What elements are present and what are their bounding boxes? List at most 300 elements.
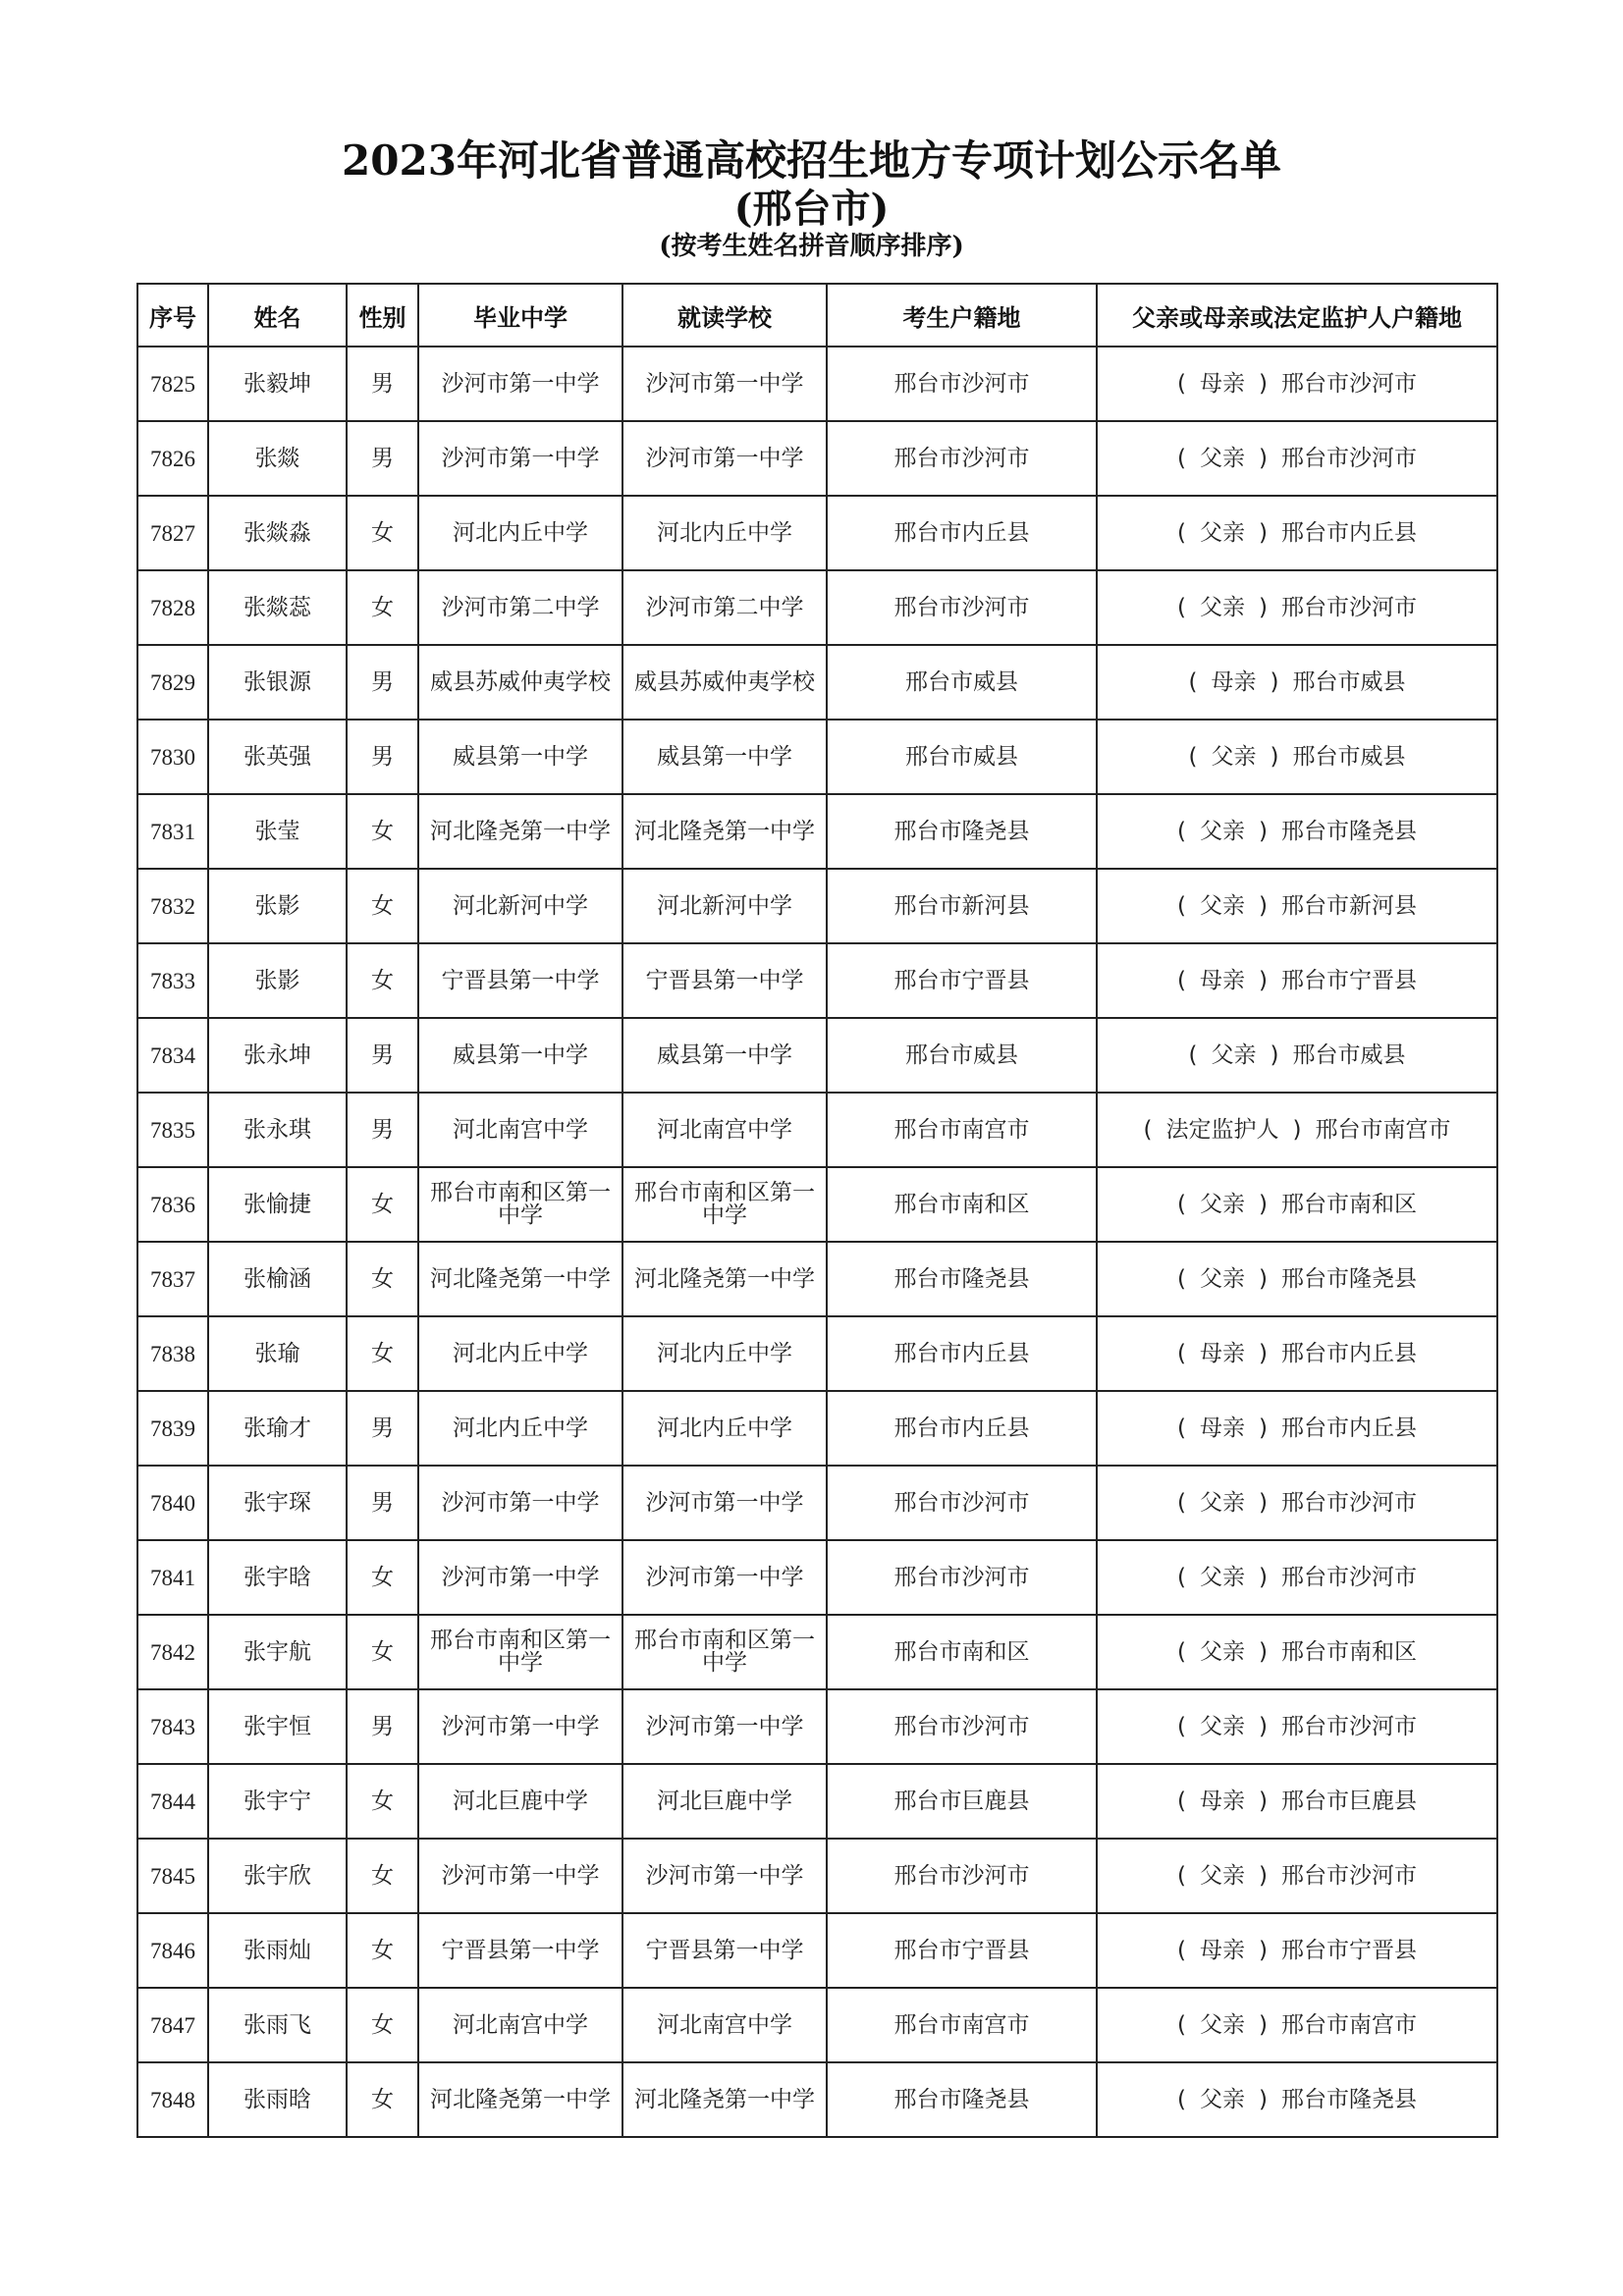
cell-no: 7838: [137, 1316, 208, 1391]
cell-household: 邢台市威县: [827, 645, 1097, 720]
cell-household: 邢台市沙河市: [827, 1689, 1097, 1764]
guardian-relation: 父亲: [1200, 2086, 1245, 2112]
guardian-relation: 父亲: [1200, 1862, 1245, 1889]
cell-gender: 男: [347, 421, 418, 496]
sort-note: (按考生姓名拼音顺序排序): [659, 232, 964, 261]
cell-no: 7841: [137, 1540, 208, 1615]
cell-grad-school: 威县第一中学: [418, 720, 622, 794]
cell-study-school: 邢台市南和区第一中学: [622, 1615, 827, 1689]
cell-name: 张宇晗: [208, 1540, 347, 1615]
guardian-relation: 父亲: [1200, 1638, 1245, 1665]
cell-grad-school: 宁晋县第一中学: [418, 1913, 622, 1988]
cell-no: 7829: [137, 645, 208, 720]
table-row: [137, 1242, 1497, 1316]
table-row: [137, 943, 1497, 1018]
cell-study-school: 河北隆尧第一中学: [622, 1242, 827, 1316]
guardian-relation: 父亲: [1211, 1041, 1257, 1068]
cell-no: 7828: [137, 570, 208, 645]
cell-study-school: 河北内丘中学: [622, 1316, 827, 1391]
col-header-gender: 性别: [347, 284, 418, 347]
cell-gender: 女: [347, 1839, 418, 1913]
cell-no: 7826: [137, 421, 208, 496]
open-paren: (: [1177, 2011, 1186, 2038]
cell-gender: 女: [347, 1988, 418, 2062]
close-paren: ): [1259, 1340, 1268, 1366]
table-row: [137, 1764, 1497, 1839]
guardian-relation: 父亲: [1200, 892, 1245, 919]
cell-household: 邢台市隆尧县: [827, 794, 1097, 869]
guardian-place: 邢台市隆尧县: [1280, 1265, 1417, 1292]
cell-no: 7835: [137, 1093, 208, 1167]
table-row: [137, 1689, 1497, 1764]
cell-gender: 女: [347, 570, 418, 645]
col-header-household: 考生户籍地: [827, 284, 1097, 347]
guardian-place: 邢台市隆尧县: [1280, 818, 1417, 844]
close-paren: ): [1259, 1489, 1268, 1516]
cell-study-school: 河北南宫中学: [622, 1093, 827, 1167]
guardian-relation: 父亲: [1200, 818, 1245, 844]
cell-household: 邢台市沙河市: [827, 347, 1097, 421]
cell-household: 邢台市宁晋县: [827, 943, 1097, 1018]
guardian-relation: 母亲: [1211, 668, 1257, 695]
table-row: [137, 720, 1497, 794]
table-row: [137, 1839, 1497, 1913]
table-row: [137, 570, 1497, 645]
close-paren: ): [1259, 1788, 1268, 1814]
close-paren: ): [1259, 1713, 1268, 1739]
cell-gender: 男: [347, 1093, 418, 1167]
open-paren: (: [1177, 1937, 1186, 1963]
cell-guardian-household: [1097, 421, 1497, 496]
cell-no: 7834: [137, 1018, 208, 1093]
cell-guardian-household: [1097, 1018, 1497, 1093]
cell-gender: 女: [347, 1540, 418, 1615]
guardian-place: 邢台市南和区: [1280, 1191, 1417, 1217]
cell-grad-school: 威县第一中学: [418, 1018, 622, 1093]
cell-household: 邢台市南宫市: [827, 1988, 1097, 2062]
open-paren: (: [1177, 1713, 1186, 1739]
cell-grad-school: 邢台市南和区第一中学: [418, 1615, 622, 1689]
cell-no: 7832: [137, 869, 208, 943]
cell-no: 7833: [137, 943, 208, 1018]
cell-no: 7846: [137, 1913, 208, 1988]
guardian-relation: 法定监护人: [1165, 1116, 1279, 1143]
guardian-place: 邢台市沙河市: [1280, 594, 1417, 620]
open-paren: (: [1177, 818, 1186, 844]
col-header-name: 姓名: [208, 284, 347, 347]
close-paren: ): [1259, 818, 1268, 844]
cell-grad-school: 河北新河中学: [418, 869, 622, 943]
cell-gender: 女: [347, 943, 418, 1018]
cell-grad-school: 邢台市南和区第一中学: [418, 1167, 622, 1242]
cell-name: 张宇琛: [208, 1466, 347, 1540]
close-paren: ): [1259, 1862, 1268, 1889]
cell-name: 张影: [208, 943, 347, 1018]
cell-grad-school: 河北南宫中学: [418, 1093, 622, 1167]
cell-gender: 男: [347, 1018, 418, 1093]
cell-gender: 男: [347, 645, 418, 720]
table-row: [137, 1988, 1497, 2062]
open-paren: (: [1177, 445, 1186, 471]
cell-grad-school: 威县苏威仲夷学校: [418, 645, 622, 720]
guardian-place: 邢台市南宫市: [1315, 1116, 1451, 1143]
cell-name: 张永坤: [208, 1018, 347, 1093]
guardian-relation: 母亲: [1200, 1937, 1245, 1963]
table-row: [137, 794, 1497, 869]
cell-gender: 女: [347, 1242, 418, 1316]
cell-guardian-household: [1097, 1540, 1497, 1615]
cell-study-school: 威县苏威仲夷学校: [622, 645, 827, 720]
table-row: [137, 2062, 1497, 2137]
cell-no: 7827: [137, 496, 208, 570]
close-paren: ): [1270, 743, 1279, 770]
guardian-place: 邢台市南宫市: [1280, 2011, 1417, 2038]
guardian-place: 邢台市沙河市: [1280, 1564, 1417, 1590]
cell-gender: 男: [347, 1466, 418, 1540]
page-subtitle: (邢台市): [733, 186, 890, 232]
cell-no: 7843: [137, 1689, 208, 1764]
cell-no: 7836: [137, 1167, 208, 1242]
cell-grad-school: 沙河市第一中学: [418, 421, 622, 496]
table-row: [137, 1316, 1497, 1391]
cell-name: 张英强: [208, 720, 347, 794]
col-header-guardian-household: 父亲或母亲或法定监护人户籍地: [1097, 284, 1497, 347]
cell-name: 张雨灿: [208, 1913, 347, 1988]
cell-household: 邢台市宁晋县: [827, 1913, 1097, 1988]
cell-guardian-household: [1097, 1689, 1497, 1764]
close-paren: ): [1270, 1041, 1279, 1068]
cell-household: 邢台市沙河市: [827, 421, 1097, 496]
cell-name: 张瑜才: [208, 1391, 347, 1466]
roster-table: [136, 283, 1498, 2138]
cell-gender: 女: [347, 869, 418, 943]
open-paren: (: [1177, 1788, 1186, 1814]
cell-study-school: 河北隆尧第一中学: [622, 794, 827, 869]
guardian-place: 邢台市威县: [1292, 1041, 1406, 1068]
cell-guardian-household: [1097, 720, 1497, 794]
open-paren: (: [1188, 1041, 1198, 1068]
cell-study-school: 沙河市第一中学: [622, 347, 827, 421]
guardian-place: 邢台市内丘县: [1280, 519, 1417, 546]
cell-grad-school: 河北南宫中学: [418, 1988, 622, 2062]
table-row: [137, 1615, 1497, 1689]
guardian-place: 邢台市威县: [1292, 743, 1406, 770]
cell-gender: 女: [347, 1167, 418, 1242]
cell-no: 7845: [137, 1839, 208, 1913]
cell-study-school: 沙河市第一中学: [622, 1689, 827, 1764]
cell-grad-school: 沙河市第一中学: [418, 1466, 622, 1540]
cell-gender: 女: [347, 1913, 418, 1988]
cell-study-school: 邢台市南和区第一中学: [622, 1167, 827, 1242]
cell-grad-school: 河北隆尧第一中学: [418, 794, 622, 869]
cell-name: 张燚: [208, 421, 347, 496]
cell-grad-school: 沙河市第一中学: [418, 1540, 622, 1615]
cell-guardian-household: [1097, 943, 1497, 1018]
cell-household: 邢台市内丘县: [827, 496, 1097, 570]
cell-name: 张愉捷: [208, 1167, 347, 1242]
cell-name: 张影: [208, 869, 347, 943]
guardian-place: 邢台市巨鹿县: [1280, 1788, 1417, 1814]
cell-guardian-household: [1097, 1466, 1497, 1540]
cell-household: 邢台市隆尧县: [827, 1242, 1097, 1316]
table-body: [137, 347, 1497, 2137]
guardian-relation: 父亲: [1200, 519, 1245, 546]
cell-household: 邢台市内丘县: [827, 1316, 1097, 1391]
cell-grad-school: 河北隆尧第一中学: [418, 1242, 622, 1316]
col-header-grad-school: 毕业中学: [418, 284, 622, 347]
cell-household: 邢台市隆尧县: [827, 2062, 1097, 2137]
cell-household: 邢台市威县: [827, 1018, 1097, 1093]
cell-no: 7839: [137, 1391, 208, 1466]
col-header-no: 序号: [137, 284, 208, 347]
close-paren: ): [1259, 892, 1268, 919]
open-paren: (: [1177, 967, 1186, 993]
guardian-place: 邢台市宁晋县: [1280, 1937, 1417, 1963]
cell-no: 7837: [137, 1242, 208, 1316]
page-title: 2023年河北省普通高校招生地方专项计划公示名单: [342, 136, 1281, 185]
cell-no: 7844: [137, 1764, 208, 1839]
cell-gender: 女: [347, 496, 418, 570]
table-row: [137, 1391, 1497, 1466]
cell-grad-school: 河北巨鹿中学: [418, 1764, 622, 1839]
table-row: [137, 1167, 1497, 1242]
cell-study-school: 威县第一中学: [622, 1018, 827, 1093]
guardian-relation: 父亲: [1211, 743, 1257, 770]
guardian-place: 邢台市沙河市: [1280, 1713, 1417, 1739]
close-paren: ): [1259, 1191, 1268, 1217]
close-paren: ): [1259, 1937, 1268, 1963]
table-row: [137, 347, 1497, 421]
cell-guardian-household: [1097, 347, 1497, 421]
close-paren: ): [1259, 519, 1268, 546]
cell-name: 张榆涵: [208, 1242, 347, 1316]
cell-no: 7847: [137, 1988, 208, 2062]
cell-household: 邢台市南宫市: [827, 1093, 1097, 1167]
cell-guardian-household: [1097, 2062, 1497, 2137]
cell-guardian-household: [1097, 1764, 1497, 1839]
guardian-relation: 父亲: [1200, 1713, 1245, 1739]
cell-household: 邢台市新河县: [827, 869, 1097, 943]
open-paren: (: [1177, 1564, 1186, 1590]
cell-guardian-household: [1097, 869, 1497, 943]
cell-name: 张雨飞: [208, 1988, 347, 2062]
cell-grad-school: 沙河市第一中学: [418, 1689, 622, 1764]
close-paren: ): [1259, 1638, 1268, 1665]
table-row: [137, 645, 1497, 720]
open-paren: (: [1177, 1265, 1186, 1292]
cell-grad-school: 宁晋县第一中学: [418, 943, 622, 1018]
cell-no: 7840: [137, 1466, 208, 1540]
close-paren: ): [1259, 1564, 1268, 1590]
cell-name: 张瑜: [208, 1316, 347, 1391]
guardian-relation: 母亲: [1200, 1415, 1245, 1441]
guardian-place: 邢台市内丘县: [1280, 1340, 1417, 1366]
guardian-relation: 母亲: [1200, 1340, 1245, 1366]
guardian-place: 邢台市隆尧县: [1280, 2086, 1417, 2112]
cell-study-school: 沙河市第一中学: [622, 1540, 827, 1615]
cell-study-school: 河北巨鹿中学: [622, 1764, 827, 1839]
cell-no: 7842: [137, 1615, 208, 1689]
cell-gender: 女: [347, 1316, 418, 1391]
cell-no: 7825: [137, 347, 208, 421]
guardian-relation: 母亲: [1200, 1788, 1245, 1814]
cell-study-school: 沙河市第一中学: [622, 1839, 827, 1913]
cell-gender: 男: [347, 1391, 418, 1466]
cell-guardian-household: [1097, 1167, 1497, 1242]
cell-guardian-household: [1097, 496, 1497, 570]
cell-household: 邢台市南和区: [827, 1615, 1097, 1689]
cell-no: 7831: [137, 794, 208, 869]
close-paren: ): [1259, 370, 1268, 397]
cell-household: 邢台市沙河市: [827, 1466, 1097, 1540]
cell-household: 邢台市沙河市: [827, 1540, 1097, 1615]
table-row: [137, 1466, 1497, 1540]
open-paren: (: [1177, 1340, 1186, 1366]
cell-study-school: 宁晋县第一中学: [622, 1913, 827, 1988]
guardian-relation: 父亲: [1200, 1265, 1245, 1292]
cell-name: 张莹: [208, 794, 347, 869]
cell-grad-school: 河北内丘中学: [418, 1391, 622, 1466]
cell-name: 张永琪: [208, 1093, 347, 1167]
open-paren: (: [1177, 1415, 1186, 1441]
cell-gender: 男: [347, 1689, 418, 1764]
open-paren: (: [1177, 1191, 1186, 1217]
guardian-relation: 父亲: [1200, 445, 1245, 471]
cell-guardian-household: [1097, 1839, 1497, 1913]
guardian-relation: 母亲: [1200, 370, 1245, 397]
open-paren: (: [1177, 1489, 1186, 1516]
guardian-relation: 父亲: [1200, 1191, 1245, 1217]
cell-study-school: 沙河市第二中学: [622, 570, 827, 645]
open-paren: (: [1177, 1638, 1186, 1665]
cell-guardian-household: [1097, 570, 1497, 645]
cell-name: 张燚淼: [208, 496, 347, 570]
cell-guardian-household: [1097, 794, 1497, 869]
cell-gender: 男: [347, 347, 418, 421]
open-paren: (: [1188, 743, 1198, 770]
guardian-place: 邢台市沙河市: [1280, 445, 1417, 471]
cell-grad-school: 河北内丘中学: [418, 496, 622, 570]
cell-grad-school: 沙河市第一中学: [418, 1839, 622, 1913]
cell-name: 张宇恒: [208, 1689, 347, 1764]
close-paren: ): [1259, 2086, 1268, 2112]
open-paren: (: [1177, 892, 1186, 919]
table-row: [137, 1018, 1497, 1093]
table-header: [137, 284, 1497, 347]
cell-grad-school: 河北内丘中学: [418, 1316, 622, 1391]
open-paren: (: [1188, 668, 1198, 695]
cell-study-school: 威县第一中学: [622, 720, 827, 794]
close-paren: ): [1259, 594, 1268, 620]
cell-household: 邢台市南和区: [827, 1167, 1097, 1242]
guardian-place: 邢台市南和区: [1280, 1638, 1417, 1665]
guardian-place: 邢台市沙河市: [1280, 1862, 1417, 1889]
table-row: [137, 1093, 1497, 1167]
open-paren: (: [1177, 2086, 1186, 2112]
cell-no: 7848: [137, 2062, 208, 2137]
cell-gender: 男: [347, 720, 418, 794]
cell-name: 张雨晗: [208, 2062, 347, 2137]
col-header-study-school: 就读学校: [622, 284, 827, 347]
close-paren: ): [1259, 1415, 1268, 1441]
guardian-place: 邢台市内丘县: [1280, 1415, 1417, 1441]
close-paren: ): [1259, 445, 1268, 471]
cell-gender: 女: [347, 1764, 418, 1839]
guardian-place: 邢台市沙河市: [1280, 370, 1417, 397]
open-paren: (: [1177, 519, 1186, 546]
guardian-relation: 父亲: [1200, 1564, 1245, 1590]
cell-study-school: 河北南宫中学: [622, 1988, 827, 2062]
close-paren: ): [1292, 1116, 1302, 1143]
cell-no: 7830: [137, 720, 208, 794]
cell-guardian-household: [1097, 1316, 1497, 1391]
close-paren: ): [1259, 2011, 1268, 2038]
cell-name: 张宇宁: [208, 1764, 347, 1839]
cell-study-school: 沙河市第一中学: [622, 421, 827, 496]
cell-name: 张毅坤: [208, 347, 347, 421]
table-row: [137, 869, 1497, 943]
open-paren: (: [1177, 1862, 1186, 1889]
header-row: [137, 284, 1497, 347]
cell-guardian-household: [1097, 645, 1497, 720]
cell-household: 邢台市沙河市: [827, 570, 1097, 645]
cell-name: 张宇航: [208, 1615, 347, 1689]
cell-name: 张宇欣: [208, 1839, 347, 1913]
cell-household: 邢台市沙河市: [827, 1839, 1097, 1913]
table-row: [137, 496, 1497, 570]
cell-gender: 女: [347, 794, 418, 869]
guardian-place: 邢台市新河县: [1280, 892, 1417, 919]
close-paren: ): [1270, 668, 1279, 695]
cell-grad-school: 河北隆尧第一中学: [418, 2062, 622, 2137]
cell-guardian-household: [1097, 1988, 1497, 2062]
guardian-place: 邢台市沙河市: [1280, 1489, 1417, 1516]
table-row: [137, 421, 1497, 496]
cell-grad-school: 沙河市第一中学: [418, 347, 622, 421]
cell-guardian-household: [1097, 1913, 1497, 1988]
cell-study-school: 宁晋县第一中学: [622, 943, 827, 1018]
open-paren: (: [1177, 370, 1186, 397]
cell-name: 张银源: [208, 645, 347, 720]
cell-household: 邢台市威县: [827, 720, 1097, 794]
cell-household: 邢台市巨鹿县: [827, 1764, 1097, 1839]
guardian-relation: 父亲: [1200, 2011, 1245, 2038]
cell-household: 邢台市内丘县: [827, 1391, 1097, 1466]
table-row: [137, 1540, 1497, 1615]
open-paren: (: [1177, 594, 1186, 620]
open-paren: (: [1143, 1116, 1153, 1143]
cell-gender: 女: [347, 1615, 418, 1689]
guardian-place: 邢台市威县: [1292, 668, 1406, 695]
guardian-relation: 父亲: [1200, 594, 1245, 620]
close-paren: ): [1259, 1265, 1268, 1292]
guardian-relation: 母亲: [1200, 967, 1245, 993]
cell-study-school: 河北新河中学: [622, 869, 827, 943]
cell-name: 张燚蕊: [208, 570, 347, 645]
cell-study-school: 河北隆尧第一中学: [622, 2062, 827, 2137]
cell-guardian-household: [1097, 1242, 1497, 1316]
guardian-place: 邢台市宁晋县: [1280, 967, 1417, 993]
cell-guardian-household: [1097, 1391, 1497, 1466]
cell-study-school: 沙河市第一中学: [622, 1466, 827, 1540]
guardian-relation: 父亲: [1200, 1489, 1245, 1516]
cell-study-school: 河北内丘中学: [622, 1391, 827, 1466]
cell-grad-school: 沙河市第二中学: [418, 570, 622, 645]
cell-study-school: 河北内丘中学: [622, 496, 827, 570]
cell-guardian-household: [1097, 1615, 1497, 1689]
table-row: [137, 1913, 1497, 1988]
close-paren: ): [1259, 967, 1268, 993]
